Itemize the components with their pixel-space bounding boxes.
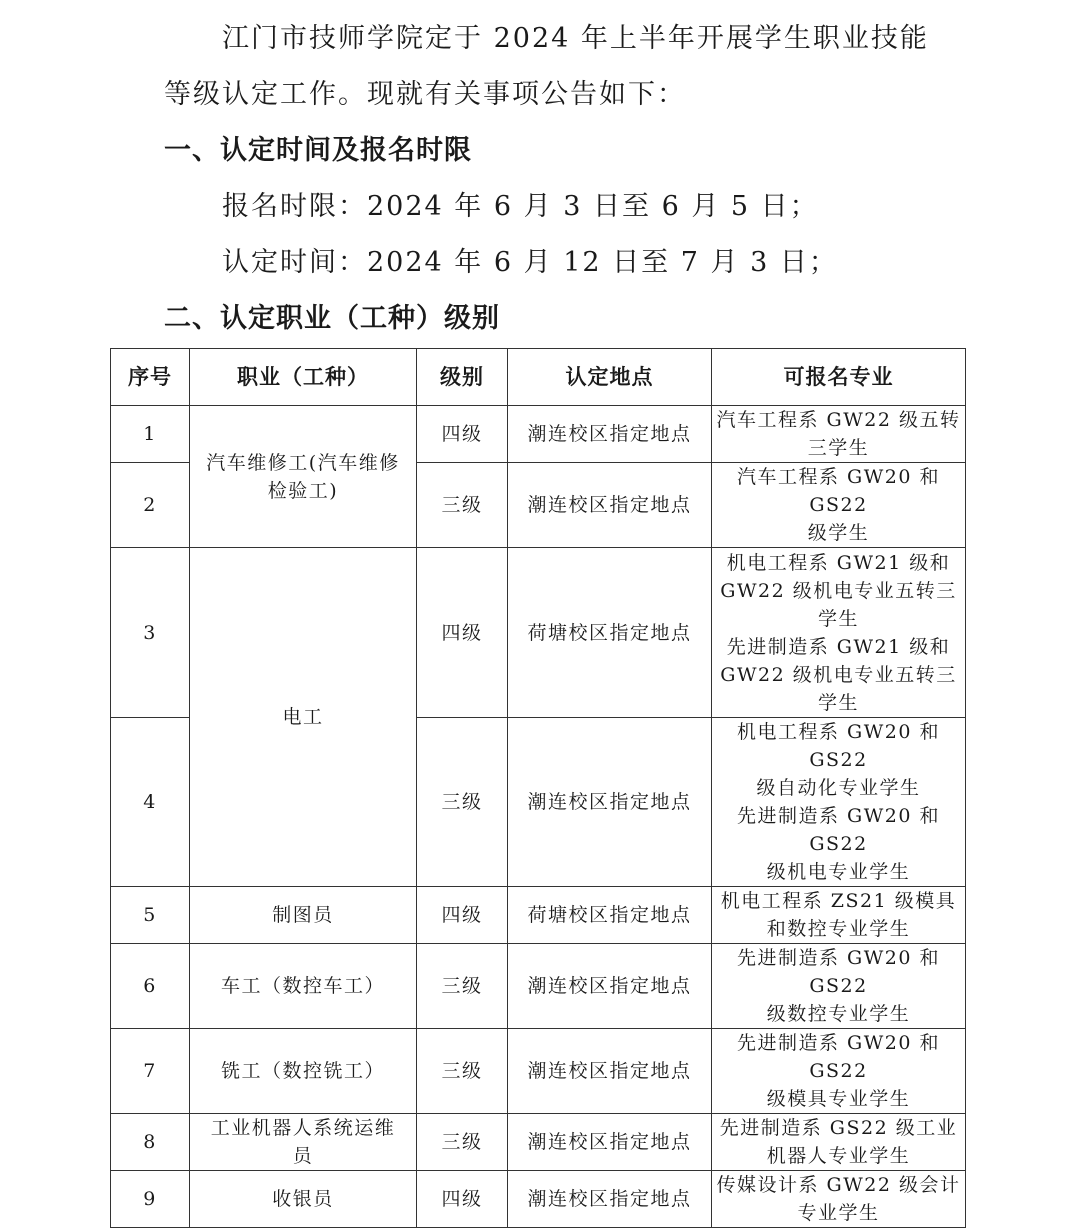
majors-line: 汽车工程系 GW20 和 GS22 [737, 466, 940, 516]
row-occupation [190, 1171, 417, 1228]
row-no: 7 [111, 1029, 190, 1114]
occupation-line: 制图员 [272, 904, 334, 926]
header-no: 序号 [111, 349, 190, 406]
row-majors [712, 1171, 966, 1228]
majors-line: GW22 级机电专业五转三 [720, 663, 957, 686]
row-occupation [190, 548, 417, 887]
table-row [111, 1171, 966, 1228]
occupation-line: 电工 [282, 706, 324, 728]
header-majors: 可报名专业 [712, 349, 966, 406]
row-no: 5 [111, 887, 190, 944]
majors-line: 三学生 [807, 437, 870, 459]
row-location: 潮连校区指定地点 [508, 718, 712, 887]
occupation-line: 车工（数控车工） [220, 975, 385, 997]
row-no: 6 [111, 944, 190, 1029]
row-majors [712, 944, 966, 1029]
assessment-period: 认定时间：2024 年 6 月 12 日至 7 月 3 日； [222, 247, 838, 278]
row-no: 4 [111, 718, 190, 887]
row-no: 3 [111, 548, 190, 718]
table-row [111, 1114, 966, 1171]
registration-period: 报名时限：2024 年 6 月 3 日至 6 月 5 日； [222, 191, 819, 222]
row-location: 潮连校区指定地点 [508, 1171, 712, 1228]
row-location: 潮连校区指定地点 [508, 1029, 712, 1114]
row-no: 8 [111, 1114, 190, 1171]
table-row [111, 944, 966, 1029]
row-level: 三级 [417, 1029, 508, 1114]
section-1-heading: 一、认定时间及报名时限 [164, 135, 472, 166]
row-level: 三级 [417, 718, 508, 887]
row-majors [712, 406, 966, 463]
intro-line-2: 等级认定工作。现就有关事项公告如下： [164, 79, 686, 110]
intro-line-1: 江门市技师学院定于 2024 年上半年开展学生职业技能 [222, 23, 929, 54]
row-majors [712, 1029, 966, 1114]
header-location: 认定地点 [508, 349, 712, 406]
majors-line: 级数控专业学生 [766, 1003, 911, 1025]
row-level: 四级 [417, 548, 508, 718]
majors-line: 传媒设计系 GW22 级会计 [716, 1174, 961, 1196]
row-level: 四级 [417, 1171, 508, 1228]
row-location: 潮连校区指定地点 [508, 1114, 712, 1171]
majors-line: GW22 级机电专业五转三 [720, 579, 957, 602]
row-level: 三级 [417, 1114, 508, 1171]
majors-line: 先进制造系 GW20 和 GS22 [737, 805, 940, 855]
row-location: 潮连校区指定地点 [508, 406, 712, 463]
majors-line: 先进制造系 GW20 和 GS22 [737, 947, 940, 997]
row-majors [712, 718, 966, 887]
majors-line: 先进制造系 GW21 级和 [726, 635, 951, 658]
occupation-line: 铣工（数控铣工） [220, 1060, 385, 1082]
row-no: 1 [111, 406, 190, 463]
row-occupation [190, 1114, 417, 1171]
table-row [111, 1029, 966, 1114]
majors-line: 机电工程系 ZS21 级模具 [720, 890, 957, 912]
row-occupation [190, 887, 417, 944]
row-occupation [190, 406, 417, 548]
majors-line: 机电工程系 GW20 和 GS22 [737, 721, 940, 771]
row-level: 三级 [417, 463, 508, 548]
occupation-line: 工业机器人系统运维 [210, 1117, 396, 1139]
table-header-row [111, 349, 966, 406]
occupation-line: 汽车维修工(汽车维修 [206, 451, 400, 474]
row-majors [712, 1114, 966, 1171]
majors-line: 级学生 [807, 522, 870, 544]
row-location: 潮连校区指定地点 [508, 463, 712, 548]
majors-line: 级自动化专业学生 [756, 777, 921, 799]
row-level: 四级 [417, 887, 508, 944]
row-level: 三级 [417, 944, 508, 1029]
occupation-table [110, 348, 966, 1228]
majors-line: 学生 [817, 691, 859, 714]
row-no: 2 [111, 463, 190, 548]
majors-line: 级机电专业学生 [766, 861, 911, 883]
row-majors [712, 548, 966, 718]
row-location: 潮连校区指定地点 [508, 944, 712, 1029]
row-occupation [190, 1029, 417, 1114]
row-no: 9 [111, 1171, 190, 1228]
majors-line: 级模具专业学生 [766, 1088, 911, 1110]
majors-line: 专业学生 [797, 1202, 880, 1224]
majors-line: 先进制造系 GW20 和 GS22 [737, 1032, 940, 1082]
occupation-line: 检验工) [267, 479, 339, 502]
majors-line: 机器人专业学生 [766, 1145, 911, 1167]
row-level: 四级 [417, 406, 508, 463]
table-row [111, 548, 966, 718]
row-location: 荷塘校区指定地点 [508, 548, 712, 718]
table-row [111, 887, 966, 944]
header-level: 级别 [417, 349, 508, 406]
row-majors [712, 887, 966, 944]
majors-line: 先进制造系 GS22 级工业 [719, 1117, 958, 1139]
occupation-line: 员 [292, 1145, 314, 1167]
table-row [111, 406, 966, 463]
row-location: 荷塘校区指定地点 [508, 887, 712, 944]
section-2-heading: 二、认定职业（工种）级别 [164, 303, 500, 334]
row-majors [712, 463, 966, 548]
majors-line: 机电工程系 GW21 级和 [726, 551, 951, 574]
occupation-line: 收银员 [272, 1188, 334, 1210]
header-occupation: 职业（工种） [190, 349, 417, 406]
majors-line: 汽车工程系 GW22 级五转 [716, 409, 961, 431]
row-occupation [190, 944, 417, 1029]
majors-line: 和数控专业学生 [766, 918, 911, 940]
majors-line: 学生 [817, 607, 859, 630]
